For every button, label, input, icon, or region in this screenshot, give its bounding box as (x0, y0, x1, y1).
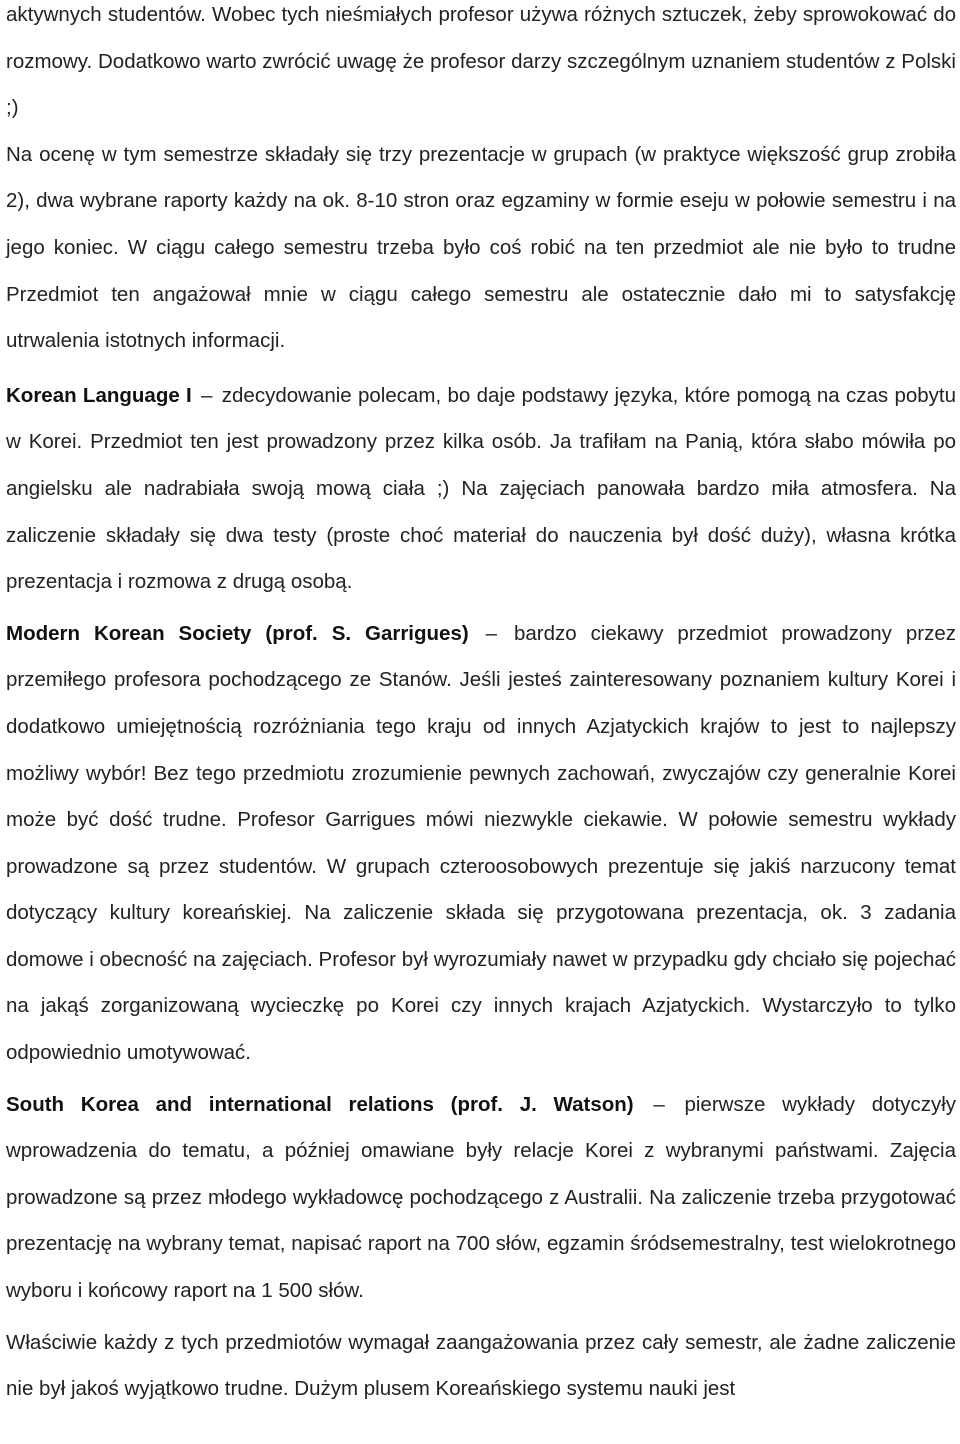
course-description: zdecydowanie polecam, bo daje podstawy języka, które pomogą na czas pobytu w Korei. Przedmiot ten jest prowadzony przez kilka osób. Ja trafiłam na Panią, która słabo mówiła po angielsku ale nadrabiała swoją mową ciała ;) Na zajęciach panowała bardzo miła atmosfera. Na zaliczenie składały się dwa testy (proste choć materiał do nauczenia był dość duży), własna krótka prezentacja i rozmowa z drugą osobą. (6, 383, 957, 594)
course-title: Modern Korean Society (prof. S. Garrigues) (6, 621, 469, 645)
course-description: pierwsze wykłady dotyczyły wprowadzenia do tematu, a później omawiane były relacje Korei z wybranymi państwami. Zajęcia prowadzone są przez młodego wykładowcę pochodzącego z Australii. Na zaliczenie trzeba przygotować prezentację na wybrany temat, napisać raport na 700 słów, egzamin śródsemestralny, test wielokrotnego wyboru i końcowy raport na 1 500 słów. (6, 1092, 956, 1303)
paragraph-grading: Na ocenę w tym semestrze składały się trzy prezentacje w grupach (w praktyce większość grup zrobiła 2), dwa wybrane raporty każdy na ok. 8-10 stron oraz egzaminy w formie eseju w połowie semestru i na jego koniec. W ciągu całego semestru trzeba było coś robić na ten przedmiot ale nie było to trudne Przedmiot ten angażował mnie w ciągu całego semestru ale ostatecznie dało mi to satysfakcję utrwalenia istotnych informacji. (6, 142, 956, 353)
course-korean-language (6, 373, 956, 606)
document-page (6, 0, 956, 1413)
dash-separator: – (653, 1092, 665, 1116)
course-title: Korean Language I (6, 383, 192, 407)
dash-separator: – (485, 621, 498, 645)
paragraph-closing: Właściwie każdy z tych przedmiotów wymagał zaangażowania przez cały semestr, ale żadne zaliczenie nie był jakoś wyjątkowo trudne. Dużym plusem Koreańskiego systemu nauki jest (6, 1330, 956, 1401)
course-international-relations (6, 1082, 956, 1315)
dash-separator: – (201, 383, 213, 407)
course-description: bardzo ciekawy przedmiot prowadzony przez przemiłego profesora pochodzącego ze Stanów. Jeśli jesteś zainteresowany poznaniem kultury Korei i dodatkowo umiejętnością rozróżniania tego kraju od innych Azjatyckich krajów to jest to najlepszy możliwy wybór! Bez tego przedmiotu zrozumienie pewnych zachowań, zwyczajów czy generalnie Korei może być dość trudne. Profesor Garrigues mówi niezwykle ciekawie. W połowie semestru wykłady prowadzone są przez studentów. W grupach czteroosobowych prezentuje się jakiś narzucony temat dotyczący kultury koreańskiej. Na zaliczenie składa się przygotowana prezentacja, ok. 3 zadania domowe i obecność na zajęciach. Profesor był wyrozumiały nawet w przypadku gdy chciało się pojechać na jakąś zorganizowaną wycieczkę po Korei czy innych krajach Azjatyckich. Wystarczyło to tylko odpowiednio umotywować. (6, 621, 956, 1065)
course-title: South Korea and international relations (prof. J. Watson) (6, 1092, 634, 1116)
paragraph-intro: aktywnych studentów. Wobec tych nieśmiałych profesor używa różnych sztuczek, żeby sprowokować do rozmowy. Dodatkowo warto zwrócić uwagę że profesor darzy szczególnym uznaniem studentów z Polski ;) (6, 3, 956, 120)
course-modern-korean-society (6, 611, 956, 1077)
